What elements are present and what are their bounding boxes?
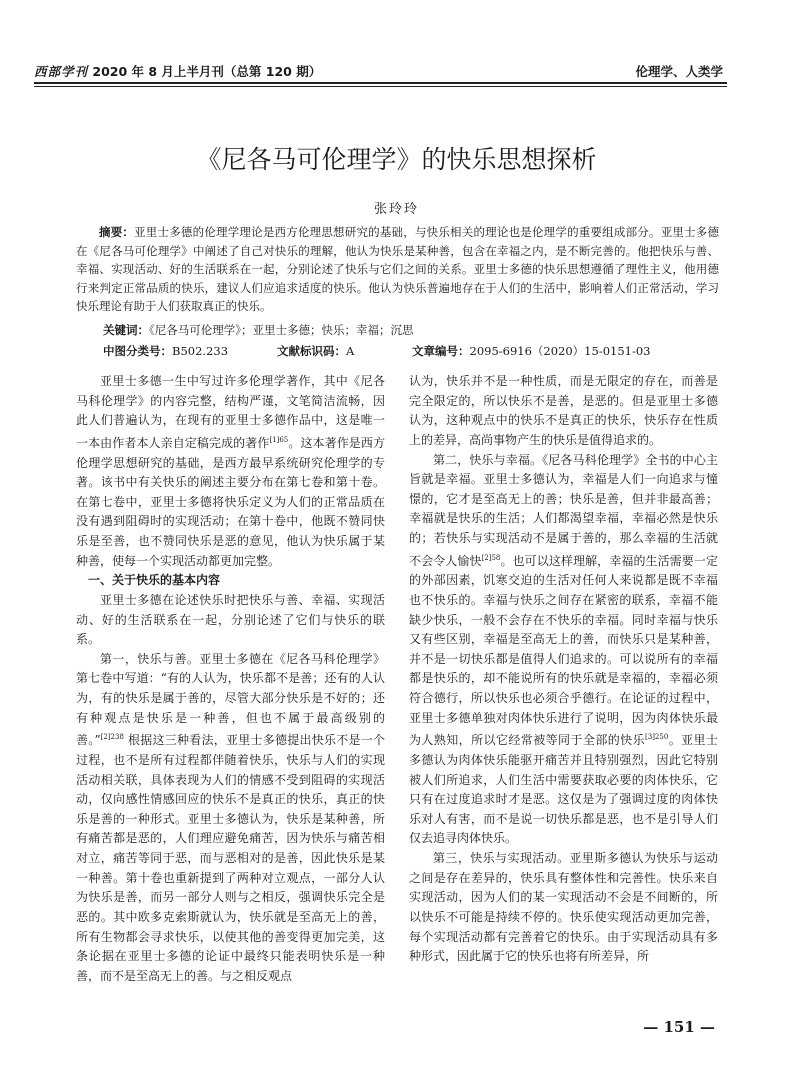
citation-ref: [2]238 bbox=[100, 733, 124, 742]
document-code bbox=[277, 343, 354, 359]
clc-value: B502.233 bbox=[172, 344, 229, 358]
paragraph-text: 亚里士多德一生中写过许多伦理学著作，其中《尼各马科伦理学》的内容完整，结构严谨，文笔简洁流畅，因此人们普遍认为，在现有的亚里士多德作品中，这是唯一一本由作者本人亲自定稿完成的著作 bbox=[76, 374, 385, 450]
abstract-text: 亚里士多德的伦理学理论是西方伦理思想研究的基础，与快乐相关的理论也是伦理学的重要组成部分。亚里士多德在《尼各马可伦理学》中阐述了自己对快乐的理解，他认为快乐是某种善，包含在幸福之内，是不断完善的。他把快乐与善、幸福、实现活动、好的生活联系在一起，分别论述了快乐与它们之间的关系。亚里士多德的快乐思想遵循了理性主义，他用德行来判定正常品质的快乐，建议人们应追求适度的快乐。他认为快乐普遍地存在于人们的生活中，影响着人们正常活动，学习快乐理论有助于人们获取真正的快乐。 bbox=[76, 225, 719, 314]
article-author: 张玲玲 bbox=[373, 202, 419, 217]
paragraph: 第三，快乐与实现活动。亚里斯多德认为快乐与运动之间是存在差异的，快乐具有整体性和完善性。快乐来自实现活动，因为人们的某一实现活动不会是不间断的，所以快乐不可能是持续不停的。快乐使实现活动更加完善，每个实现活动都有完善着它的快乐。由于实现活动具有多种形式，因此属于它的快乐也将有所差异，所 bbox=[409, 851, 718, 964]
paragraph bbox=[76, 372, 385, 571]
section-heading: 一、关于快乐的基本内容 bbox=[88, 573, 221, 588]
paragraph-text: 。亚里士多德认为肉体快乐能驱开痛苦并且特别强烈，因此它特别被人们所追求，人们生活中需要获取必要的肉体快乐，它只有在过度追求时才是恶。这仅是为了强调过度的肉体快乐对人有害，而不是说一切快乐都是恶，也不是引导人们仅去追寻肉体快乐。 bbox=[409, 733, 718, 846]
paragraph bbox=[409, 451, 718, 850]
clc-number bbox=[103, 343, 228, 359]
articleno-value: 2095-6916（2020）15-0151-03 bbox=[469, 344, 651, 358]
paragraph-text: 。这本著作是西方伦理学思想研究的基础，是西方最早系统研究伦理学的专著。该书中有关快乐的阐述主要分布在第七卷和第十卷。在第七卷中，亚里士多德将快乐定义为人们的正常品质在没有遇到阻碍时的实现活动；在第十卷中，他既不赞同快乐是至善，也不赞同快乐是恶的意见，他认为快乐属于某种善，使每一个实现活动都更加完整。 bbox=[76, 435, 385, 568]
paragraph: 亚里士多德在论述快乐时把快乐与善、幸福、实现活动、好的生活联系在一起，分别论述了它们与快乐的联系。 bbox=[76, 592, 385, 647]
article-number bbox=[412, 343, 651, 359]
paragraph-text: 。也可以这样理解，幸福的生活需要一定的外部因素，饥寒交迫的生活对任何人来说都是既不幸福也不快乐的。幸福与快乐之间存在紧密的联系，幸福不能缺少快乐，一般不会存在不快乐的幸福。同时幸福与快乐又有些区别，幸福是至高无上的善，而快乐只是某种善，并不是一切快乐都是值得人们追求的。可以说所有的幸福都是快乐的，却不能说所有的快乐就是幸福的，幸福必须符合德行，所以快乐也必须合乎德行。在论证的过程中，亚里士多德单独对肉体快乐进行了说明，因为肉体快乐最为人熟知，所以它经常被等同于全部的快乐 bbox=[409, 553, 718, 748]
keywords bbox=[103, 322, 414, 338]
abstract-label: 摘要： bbox=[99, 225, 135, 239]
header-rule-thin bbox=[34, 86, 727, 87]
journal-masthead: 西部学刊 bbox=[34, 64, 89, 79]
issue-info: 2020 年 8 月上半月刊（总第 120 期） bbox=[92, 64, 322, 79]
paragraph bbox=[76, 650, 385, 987]
paragraph: 认为，快乐并不是一种性质，而是无限定的存在，而善是完全限定的，所以快乐不是善，是恶的。但是亚里士多德认为，这种观点中的快乐不是真正的快乐，快乐存在性质上的差异，高尚事物产生的快乐是值得追求的。 bbox=[409, 374, 718, 447]
doccode-value: A bbox=[346, 344, 355, 358]
articleno-label: 文章编号： bbox=[412, 344, 470, 358]
doccode-label: 文献标识码： bbox=[277, 344, 346, 358]
clc-label: 中图分类号： bbox=[103, 344, 172, 358]
keywords-text: 《尼各马可伦理学》；亚里士多德；快乐；幸福；沉思 bbox=[149, 323, 414, 337]
article-title: 《尼各马可伦理学》的快乐思想探析 bbox=[196, 145, 597, 174]
paragraph-text: 根据这三种看法，亚里士多德提出快乐不是一个过程，也不是所有过程都伴随着快乐，快乐与人们的实现活动相关联，具体表现为人们的情感不受到阻碍的实现活动，仅向感性情感回应的快乐不是真正的快乐，真正的快乐是善的一种形式。亚里士多德认为，快乐是某种善，所有痛苦都是恶的，人们理应避免痛苦，因为快乐与痛苦相对立，痛苦等同于恶，而与恶相对的是善，因此快乐是某一种善。第十卷也重新提到了两种对立观点，一部分人认为快乐是善，而另一部分人则与之相反，强调快乐完全是恶的。其中欧多克索斯就认为，快乐就是至高无上的善，所有生物都会寻求快乐，以使其他的善变得更加完美，这条论据在亚里士多德的论证中最终只能表明快乐是一种善，而不是至高无上的善。与之相反观点 bbox=[76, 733, 385, 983]
body-column-right bbox=[409, 372, 718, 967]
page-number: — 151 — bbox=[643, 1018, 715, 1036]
citation-ref: [2]58 bbox=[481, 553, 501, 562]
body-column-left bbox=[76, 372, 385, 986]
citation-ref: [1]65 bbox=[269, 435, 289, 444]
citation-ref: [3]250 bbox=[645, 733, 669, 742]
keywords-label: 关键词： bbox=[103, 323, 149, 337]
abstract bbox=[76, 223, 719, 316]
header-rule-thick bbox=[34, 82, 727, 84]
running-header-section: 伦理学、人类学 bbox=[635, 64, 723, 79]
paragraph-text: 第二，快乐与幸福。《尼各马科伦理学》全书的中心主旨就是幸福。亚里士多德认为，幸福是人们一向追求与憧憬的，它才是至高无上的善；快乐是善，但并非最高善；幸福就是快乐的生活；人们都渴望幸福，幸福必然是快乐的；若快乐与实现活动不是属于善的，那么幸福的生活就不会令人愉快 bbox=[409, 452, 718, 568]
running-header-left bbox=[34, 62, 321, 80]
paragraph-text: 第一，快乐与善。亚里士多德在《尼各马科伦理学》第七卷中写道：“有的人认为，快乐都不是善；还有的人认为，有的快乐是属于善的，尽管大部分快乐是不好的；还有种观点是快乐是一种善，但也不属于最高级别的善。” bbox=[76, 651, 385, 748]
